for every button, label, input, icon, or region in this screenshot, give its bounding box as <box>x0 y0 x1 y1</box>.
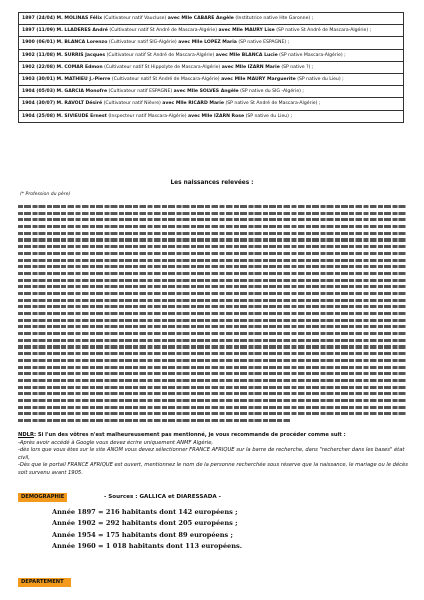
mariage-row: 1897 (11/09) M. LLADERES André (Cultivateur natif St André de Mascara-Algérie) avec Mlle MAURY Lise (SP native St André de Mascara-Algérie) ; <box>18 25 404 37</box>
naissance-text-line <box>18 225 406 228</box>
ndlr-line-4: -Dès que le portail FRANCE AFRIQUE est ouvert, mentionnez le nom de la personne recherchée sous réserve que la naissance, le mariage ou le décès soit survenu avant 1905. <box>18 462 408 476</box>
naissance-text-line <box>18 252 406 255</box>
naissance-text-line <box>18 345 406 348</box>
naissance-text-line <box>18 366 406 369</box>
naissance-text-line <box>18 339 406 342</box>
naissance-text-line <box>18 232 406 235</box>
mariage-row: 1900 (06/01) M. BLANCA Lorenzo (Cultivateur natif SIG-Algérie) avec Mlle LOPEZ Maria (SP native ESPAGNE) ; <box>18 37 404 49</box>
naissance-text-line <box>18 285 406 288</box>
naissance-text-line <box>18 332 406 335</box>
mariage-row: 1903 (30/01) M. MATHIEU J.-Pierre (Cultivateur natif St André de Mascara-Algérie) avec Mlle MAURY Marguerite (SP native du Lieu) ; <box>18 74 404 86</box>
naissance-text-line <box>18 238 406 241</box>
ndlr-line-3: -dès lors que vous êtes sur le site ANOM vous devez sélectionner FRANCE AFRIQUE sur la barre de recherche, dans "rechercher dans les bases" état civil, <box>18 447 405 461</box>
stat-line: Année 1960 = 1 018 habitants dont 113 européens. <box>52 542 243 551</box>
naissance-text-line <box>18 265 406 268</box>
naissance-text-line <box>18 305 406 308</box>
naissance-text-line <box>18 272 406 275</box>
mariages-list <box>18 12 404 123</box>
naissance-text-line <box>18 218 406 221</box>
mariage-row: 1904 (25/08) M. SIVIEUDE Ernest (Inspecteur natif Mascara-Algérie) avec Mlle IZARN Rose (SP native du Lieu) ; <box>18 111 404 123</box>
naissance-text-line <box>18 299 406 302</box>
naissance-text-line <box>18 392 406 395</box>
naissance-text-line <box>18 279 406 282</box>
naissance-text-line <box>18 412 406 415</box>
mariage-row: 1904 (30/07) M. RAVOLT Désiré (Cultivateur natif Nièvre) avec Mlle RICARD Marie (SP native St André de Mascara-Algérie) ; <box>18 98 404 110</box>
demographie-label: DEMOGRAPHIE <box>18 493 67 502</box>
naissance-text-line <box>18 312 406 315</box>
naissance-text-line <box>18 319 406 322</box>
ndlr-line-2: -Après avoir accédé à Google vous devez écrire uniquement ANMF Algérie, <box>18 439 214 446</box>
demographie-sources: - Sources : GALLICA et DIARESSADA - <box>104 494 221 500</box>
stat-line: Année 1897 = 216 habitants dont 142 européens ; <box>52 508 238 516</box>
naissance-text-line <box>18 259 406 262</box>
naissance-text-line <box>18 352 406 355</box>
mariage-row: 1902 (11/08) M. SURRIS Jacques (Cultivateur natif St André de Mascara-Algérie) avec Mlle BLANCA Lucie (SP native Mascara-Algérie) ; <box>18 50 404 62</box>
naissances-title: Les naissances relevées : <box>170 180 254 186</box>
naissance-text-line <box>18 406 406 409</box>
naissance-text-line <box>18 419 290 422</box>
naissance-text-line <box>18 325 406 328</box>
mariage-row: 1902 (22/08) M. COMAR Edmon (Cultivateur natif St Hippolyte de Mascara-Algérie) avec Mlle IZARN Marie (SP native ?) ; <box>18 62 404 74</box>
departement-label: DEPARTEMENT <box>18 578 71 587</box>
naissance-text-line <box>18 245 406 248</box>
naissance-text-line <box>18 399 406 402</box>
stat-line: Année 1954 = 175 habitants dont 89 européens ; <box>52 530 233 539</box>
ndlr-note <box>18 432 408 478</box>
ndlr-line-1: NDLR: Si l'un des vôtres n'est malheureusement pas mentionné, je vous recommande de procéder comme suit : <box>18 432 346 438</box>
naissance-text-line <box>18 212 406 215</box>
naissance-text-line <box>18 205 406 208</box>
naissance-text-line <box>18 292 406 295</box>
naissance-text-line <box>18 359 406 362</box>
ndlr-label: NDLR <box>18 432 34 438</box>
naissance-text-line <box>18 379 406 382</box>
naissance-text-line <box>18 386 406 389</box>
mariage-row: 1904 (05/03) M. GARCIA Monofre (Cultivateur natif ESPAGNE) avec Mlle SOLVES Angèle (SP native du SIG -Algérie) ; <box>18 86 404 98</box>
profession-note: (* Profession du père) <box>20 192 71 197</box>
population-stats <box>52 507 242 553</box>
stat-line: Année 1902 = 292 habitants dont 205 européens ; <box>52 519 238 528</box>
mariage-row: 1897 (24/04) M. MOLINAS Félix (Cultivateur natif Vaucluse) avec Mlle CABARE Angèle (Institutrice native Hte Garonne) ; <box>18 12 404 25</box>
naissances-paragraph <box>18 205 406 426</box>
naissance-text-line <box>18 372 406 375</box>
